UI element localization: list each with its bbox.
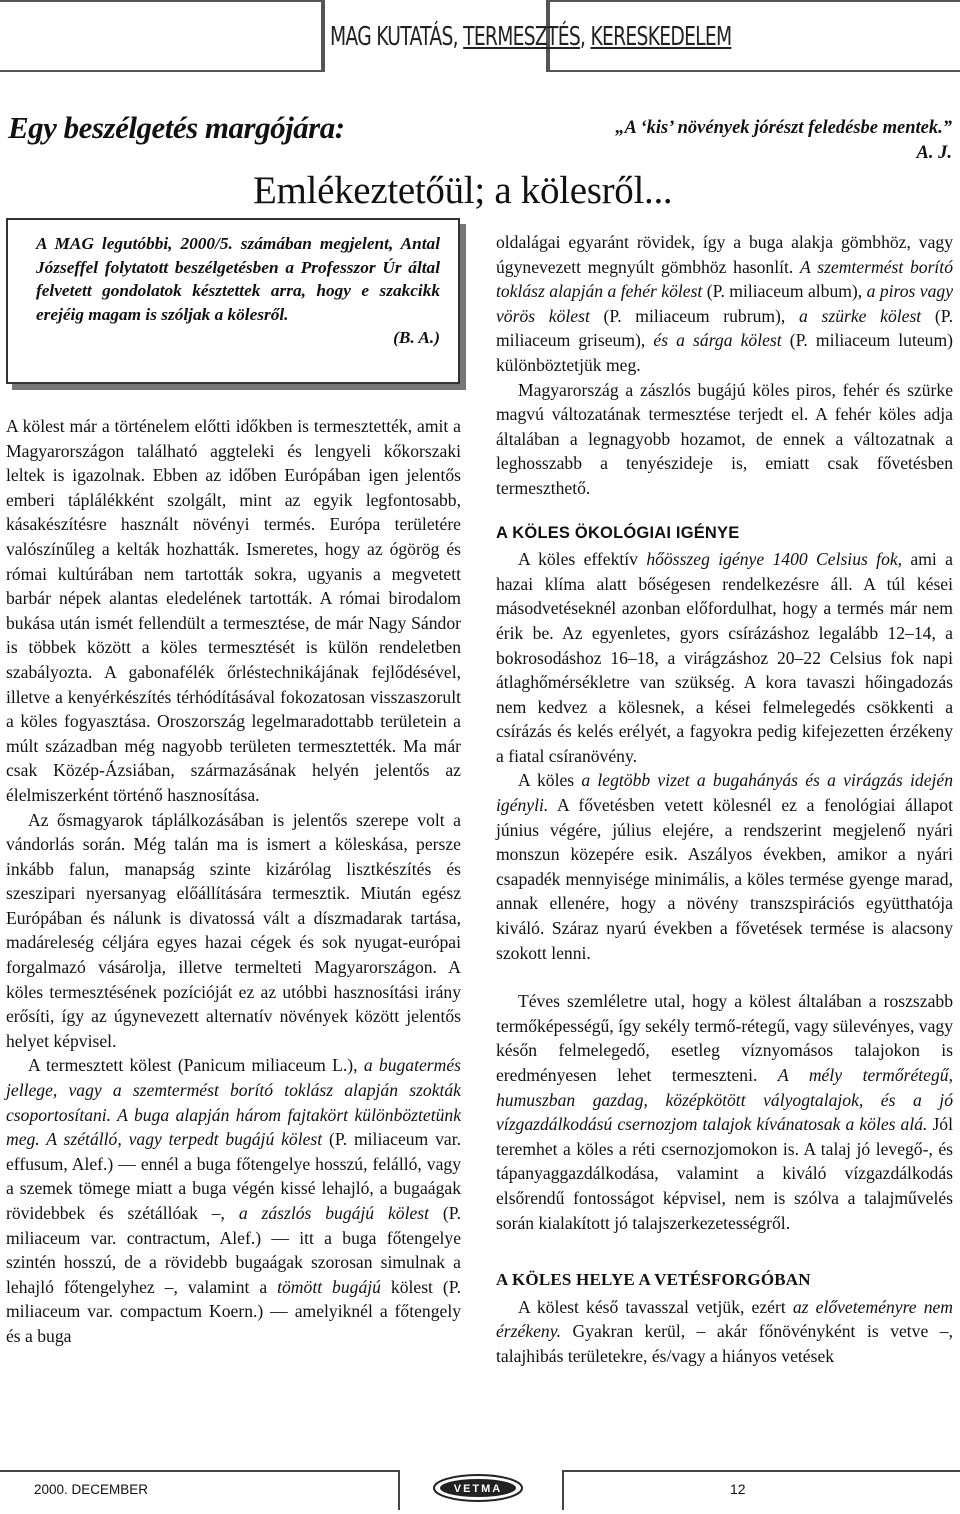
right-paragraph-3 [496,547,953,768]
left-p3-part-4: a zászlós bugájú kölest [238,1203,430,1223]
section-title-part-3: , [580,22,591,52]
right-p3-part-2: hőösszeg igénye 1400 Celsius fok, [646,549,903,570]
right-p6-part-1: A kölest késő tavasszal vetjük, ezért [518,1296,793,1317]
right-p6-part-3: Gyakran kerül, – akár főnövényként is vetve –, talajhibás területekre, és/vagy a hiányos vetések [496,1321,953,1366]
page-number: 12 [730,1481,746,1497]
heading-ecology: A KÖLES ÖKOLÓGIAI IGÉNYE [496,523,740,542]
right-paragraph-6 [496,1295,953,1369]
right-p1-part-5: (P. miliaceum rubrum), [589,305,800,326]
quote-author: A. J. [916,143,952,163]
right-p3-part-3: ami a hazai klíma alatt bőségesen rendelkezésre áll. A túl kései másodvetéseknél azonban előfordulhat, hogy a termés már nem érik be. Az egyenletes, gyors csírázáshoz legalább 12–14, a bokrosodáshoz 16–18, a virágzáshoz 20–22 Celsius fok napi átlaghőmérsékletre van szükség. A kora tavaszi hőingadozás nem kedvez a kölesnek, a kései felmelegedés csökkenti a csírázás és kelés erélyét, a fagyokra pedig kifejezetten érzékeny a fiatal csíranövény. [496,549,953,766]
right-p1-part-3: (P. miliaceum album), [702,281,867,302]
right-p4-part-1: A köles [518,770,582,791]
left-paragraph-3 [6,1053,461,1348]
right-p1-part-9: (P. miliaceum luteum) különböztetjük meg. [496,330,953,375]
footer-frame-right [562,1470,960,1510]
right-p1-part-1: oldalágai egyaránt rövidek, így a buga alakja gömbhöz, vagy úgynevezett megnyúlt gömbhöz hasonlít. [496,232,953,277]
section-title-part-2: TERMESZTÉS [463,22,581,52]
right-p3-part-1: A köles effektív [518,549,647,570]
right-p6-part-2: az előveteményre nem érzékeny. [496,1296,954,1342]
header-frame-left [0,0,323,72]
header-band [0,0,960,90]
right-paragraph-2: Magyarország a zászlós bugájú köles piros, fehér és szürke magvú változatának termesztése terjedt el. A fehér köles adja általában a legnagyobb hozamot, de ennek a változatnak a leghosszabb a tenyészideje is, emiatt csak fővetésben termeszthető. [496,379,953,498]
footer-date: 2000. DECEMBER [34,1482,149,1497]
right-p1-part-4: a piros vagy vörös kölest [496,281,954,326]
right-p1-part-8: és a sárga kölest [653,330,782,351]
quote-text: „A ‘kis’ növények jórészt feledésbe mentek.” [615,118,952,138]
section-title-part-4: KERESKEDELEM [590,22,732,52]
right-p5-part-3: Jól teremhet a köles a réti csernozjomokon is. A talaj jó levegő-, és tápanyaggazdálkodása, valamint a kiváló vízgazdálkodás elsőrendű fontosságot képvisel, nem is szólva a talajművelés során kialakított jó talajszerkezetességről. [496,1114,953,1233]
left-p3-part-5: (P. miliaceum var. contractum, Alef.) — itt a buga főtengelye szintén hosszú, de a rövidebb bugaágak szorosan simulnak a lehajló főtengelyhez –, valamint a [6,1203,461,1297]
right-p1-part-2: A szemtermést borító toklász alapján a fehér kölest [496,256,953,302]
left-p3-part-3: (P. miliaceum var. effusum, Alef.) — ennél a buga főtengelye hosszú, felálló, vagy a szemek tömege miatt a buga végén kissé lehajló, a bugaágak rövidebbek és szétállóak –, [6,1129,462,1223]
left-p3-part-6: tömött bugájú [277,1276,381,1297]
right-paragraph-4 [496,768,953,965]
left-p3-part-7: kölest (P. miliaceum var. compactum Koern.) — amelyiknél a főtengely és a buga [6,1276,461,1346]
paragraph-gap [496,965,953,989]
section-title [330,22,732,52]
section-title-part-1: MAG KUTATÁS, [330,22,464,52]
right-p4-part-2: a legtöbb vizet a bugahányás és a virágzás idején igényli. [496,770,953,816]
left-paragraph-2: Az ősmagyarok táplálkozásában is jelentős szerepe volt a vándorlás során. Még talán ma is ismert a köleskása, persze inkább falun, manapság szinte kizárólag lisztkészítés és szeszipari nyersanyag előállítására termesztik. Miután egész Európában és nálunk is divatossá vált a díszmadarak tartása, madáreleség céljára egyes hazai cégek és sok nyugat-európai forgalmazó vásárolja, illetve termelteti Magyarországon. A köles termesztésének pozícióját ez az utóbbi hasznosítási irány erősíti, így az úgynevezett alternatív növények között jelentős helyet képvisel. [6,809,461,1051]
right-column [496,230,953,1369]
intro-body: A MAG legutóbbi, 2000/5. számában megjelent, Antal Józseffel folytatott beszélgetésben a Professzor Úr által felvetett gondolatok késztettek arra, hogy e szakcikk erejéig magam is szóljak a kölesről. [36,234,440,324]
right-p5-part-1: Téves szemléletre utal, hogy a kölest általában a roszszabb termőképességű, így sekély termő-rétegű, vagy sülevényes, vagy későn felmelegedő, esetleg víznyomásos talajokon is eredményesen lehet termeszteni. [496,991,953,1085]
epigraph-quote [615,116,952,166]
right-p1-part-7: (P. miliaceum griseum), [496,305,953,351]
vetma-logo [432,1473,524,1503]
right-p5-part-2: A mély termőrétegű, humuszban gazdag, középkötött vályogtalajok, és a jó vízgazdálkodású csernozjom talajok kívánatosak a köles alá. [496,1065,953,1135]
intro-signature: (B. A.) [393,328,440,347]
article-subtitle: Egy beszélgetés margójára: [8,110,345,145]
right-p4-part-3: A fővetésben vetett kölesnél ez a fenológiai állapot június végére, július elejére, a rendszerint megjelenő nyári monszun közepére esik. Aszályos években, amikor a nyári csapadék mennyisége minimális, a köles termése gyenge marad, annak ellenére, hogy a növény transzspirációs együtthatója kiváló. Száraz nyarú években a fővetések termése is alacsony szokott lenni. [496,795,953,963]
article-title: Emlékeztetőül; a kölesről... [253,169,673,212]
left-p3-part-2: a bugatermés jellege, vagy a szemtermést borító toklász alapján szokták csoportosítani. A buga alapján három fajtakört különböztetünk meg. A szétálló, vagy terpedt bugájú kölest [6,1055,461,1150]
left-column [6,414,461,1349]
right-paragraph-1 [496,230,953,378]
right-paragraph-5 [496,989,953,1235]
left-p3-part-1: A termesztett kölest (Panicum miliaceum L.), [28,1055,364,1076]
intro-box [6,218,460,384]
heading-crop-rotation: A KÖLES HELYE A VETÉSFORGÓBAN [496,1270,811,1290]
right-p1-part-6: a szürke kölest [799,305,922,326]
left-paragraph-1: A kölest már a történelem előtti időkben is termesztették, amit a Magyarországon található aggteleki és lengyeli kőkorszaki leltek is igazolnak. Ebben az időben Európában igen jelentős emberi táplálékként szolgált, mint az egyik legfontosabb, kásakészítésre használt növényi termés. Európa területére valószínűleg a kelták hozhatták. Ismeretes, hogy az ógörög és római kultúrában nem tartották sokra, ugyanis a megvetett barbár népek alantas eledelének tartották. A római birodalom bukása után ismét fellendült a termesztése, de már Nagy Sándor is többek között a köles termesztését is külön rendeletben szabályozta. A gabonafélék őrléstechnikájának fejlődésével, illetve a kenyérkészítés térhódításával fokozatosan visszaszorult a köles fogyasztása. Oroszország legelmaradottabb területein a múlt században még nagyobb területen termesztették. Ma már csak Közép-Ázsiában, származásának helyén jelentős az élelmiszerként történő hasznosítása. [6,416,461,805]
intro-text [36,232,440,350]
logo-text: VETMA [453,1483,503,1495]
